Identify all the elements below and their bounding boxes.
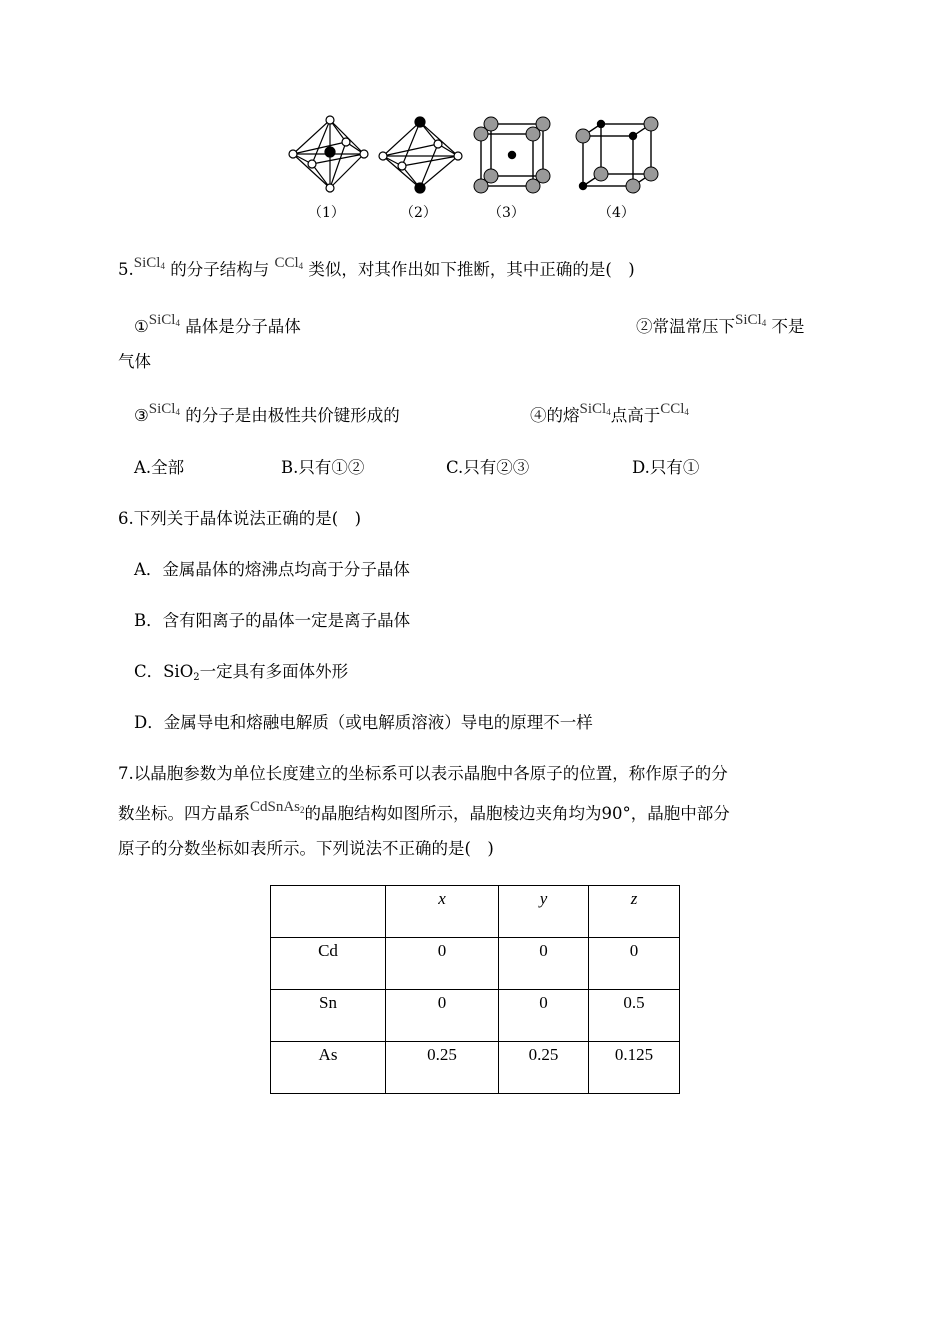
table-header-z: z: [589, 886, 680, 938]
table-header-empty: [271, 886, 386, 938]
q5-choice-b: B.只有①②: [281, 458, 365, 477]
q5-option-1: ①SiCl$_4$ 晶体是分子晶体: [134, 312, 301, 336]
figure-label-2: （2）: [400, 205, 437, 221]
q5-option-4: ④的熔SiCl$_4$点高于CCl$_4$: [530, 401, 689, 425]
sicl4-formula: SiCl$_4$: [133, 255, 165, 271]
table-cell: 0: [499, 938, 589, 990]
table-header-row: [271, 886, 680, 938]
ccl4-formula: CCl$_4$: [274, 255, 304, 271]
q5-choice-d: D.只有①: [632, 458, 700, 477]
q5-option-3: ③SiCl$_4$ 的分子是由极性共价键形成的: [134, 401, 400, 425]
table-cell: 0: [386, 990, 499, 1042]
q5-option-2-wrap: 气体: [118, 352, 151, 371]
fractional-coordinates-table: [270, 885, 680, 1094]
table-cell: 0.5: [589, 990, 680, 1042]
q5-stem: [118, 255, 635, 285]
q5-text-1: 的分子结构与: [170, 260, 270, 279]
table-cell: 0.25: [386, 1042, 499, 1094]
q6-option-b: B．含有阳离子的晶体一定是离子晶体: [134, 611, 411, 630]
table-row: [271, 990, 680, 1042]
table-header-x: x: [386, 886, 499, 938]
q6-option-d: D．金属导电和熔融电解质（或电解质溶液）导电的原理不一样: [134, 713, 593, 732]
q7-line-1: 7.以晶胞参数为单位长度建立的坐标系可以表示晶胞中各原子的位置，称作原子的分: [118, 764, 728, 783]
q6-option-a: A．金属晶体的熔沸点均高于分子晶体: [134, 560, 410, 579]
table-cell: 0: [386, 938, 499, 990]
table-cell: Sn: [271, 990, 386, 1042]
cube-figure-4: [576, 117, 658, 193]
cube-figure-3: [474, 117, 550, 193]
table-cell: 0.25: [499, 1042, 589, 1094]
cdsnas2-formula: CdSnAs$_2$: [250, 799, 305, 815]
q5-choice-c: C.只有②③: [446, 458, 530, 477]
crystal-structure-figures: [288, 112, 668, 224]
figure-label-4: （4）: [598, 205, 635, 221]
q7-line-3: 原子的分数坐标如表所示。下列说法不正确的是( ): [118, 839, 494, 858]
table-cell: 0: [589, 938, 680, 990]
q5-option-2: ②常温常压下SiCl$_4$ 不是: [636, 312, 805, 336]
q5-choice-a: A.全部: [134, 458, 185, 477]
table-cell: 0: [499, 990, 589, 1042]
table-row: [271, 1042, 680, 1094]
table-cell: 0.125: [589, 1042, 680, 1094]
octahedron-figure-2: [379, 117, 462, 193]
q7-line-2: 数坐标。四方晶系CdSnAs$_2$的晶胞结构如图所示，晶胞棱边夹角均为90°，晶胞中部分: [118, 799, 730, 823]
table-row: [271, 938, 680, 990]
q6-stem: 6.下列关于晶体说法正确的是( ): [118, 509, 362, 528]
figure-label-1: （1）: [308, 205, 345, 221]
octahedron-figure-1: [289, 116, 368, 192]
table-cell: Cd: [271, 938, 386, 990]
figure-label-3: （3）: [488, 205, 525, 221]
q6-option-c: C．SiO2一定具有多面体外形: [134, 662, 349, 683]
table-header-y: y: [499, 886, 589, 938]
q5-text-2: 类似，对其作出如下推断，其中正确的是( ): [308, 260, 635, 279]
q5-number: 5.: [118, 260, 134, 279]
table-cell: As: [271, 1042, 386, 1094]
